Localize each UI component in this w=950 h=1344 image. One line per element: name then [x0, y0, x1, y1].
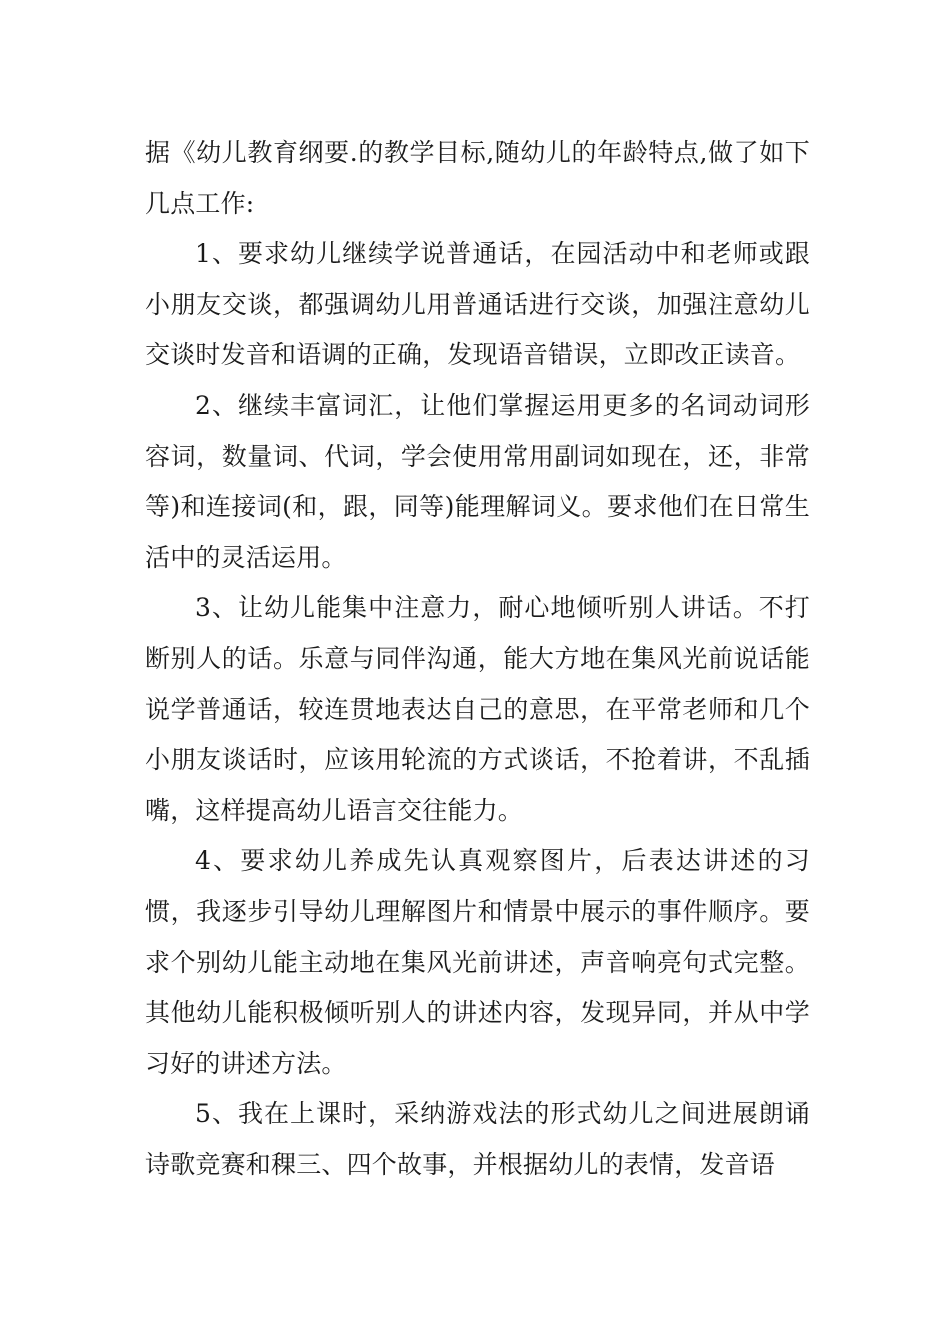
- paragraph-item-2: 2、继续丰富词汇，让他们掌握运用更多的名词动词形容词，数量词、代词，学会使用常用副词如现在，还，非常等)和连接词(和，跟，同等)能理解词义。要求他们在日常生活中的灵活运用。: [145, 390, 810, 572]
- paragraph-item-1: 1、要求幼儿继续学说普通话，在园活动中和老师或跟小朋友交谈，都强调幼儿用普通话进行交谈，加强注意幼儿交谈时发音和语调的正确，发现语音错误，立即改正读音。: [145, 239, 810, 370]
- paragraph-intro: 据《幼儿教育纲要.的教学目标,随幼儿的年龄特点,做了如下几点工作:: [145, 138, 810, 218]
- paragraph-item-3: 3、让幼儿能集中注意力，耐心地倾听别人讲话。不打断别人的话。乐意与同伴沟通，能大方地在集风光前说话能说学普通话，较连贯地表达自己的意思，在平常老师和几个小朋友谈话时，应该用轮流的方式谈话，不抢着讲，不乱插嘴，这样提高幼儿语言交往能力。: [145, 593, 810, 825]
- paragraph-item-4: 4、要求幼儿养成先认真观察图片，后表达讲述的习惯，我逐步引导幼儿理解图片和情景中展示的事件顺序。要求个别幼儿能主动地在集风光前讲述，声音响亮句式完整。其他幼儿能积极倾听别人的讲述内容，发现异同，并从中学习好的讲述方法。: [145, 846, 810, 1078]
- paragraph-item-5: 5、我在上课时，采纳游戏法的形式幼儿之间进展朗诵诗歌竞赛和稞三、四个故事，并根据幼儿的表情，发音语: [145, 1099, 810, 1179]
- document-body: [145, 128, 810, 1190]
